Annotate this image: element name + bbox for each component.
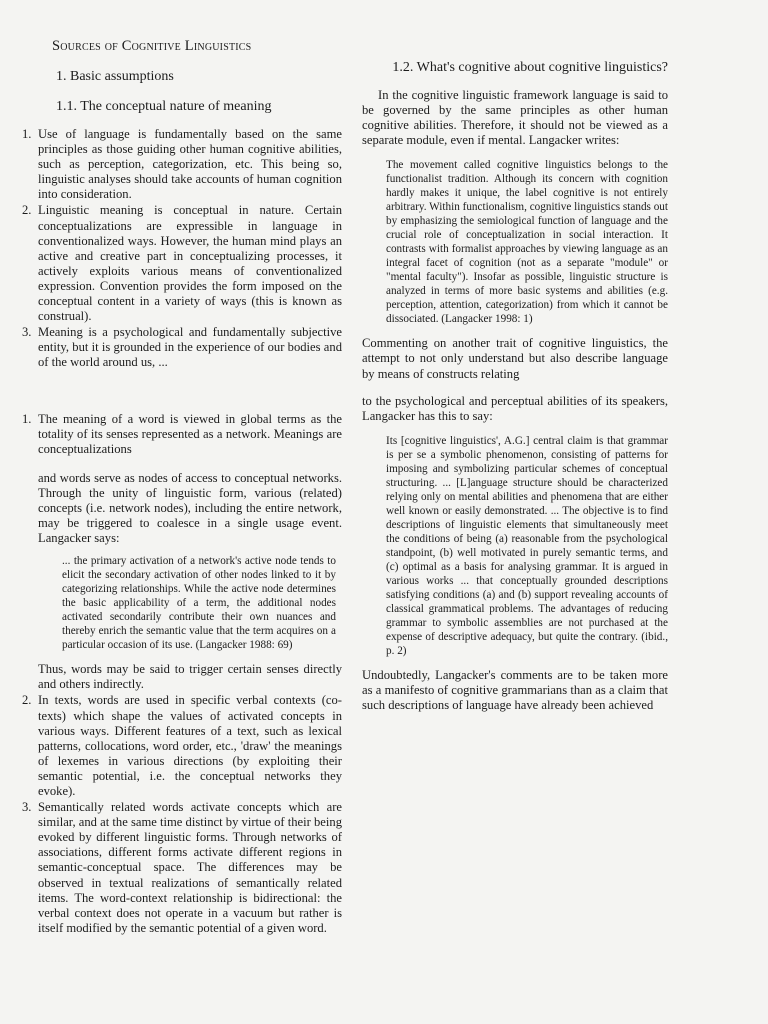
list-number: 2. (22, 203, 32, 218)
paragraph: Commenting on another trait of cognitive linguistics, the attempt to not only understand but also describe language by means of constructs relating (362, 336, 668, 381)
list-text: Linguistic meaning is conceptual in nature. Certain conceptualizations are expressible in language in conventionalized ways. However, the human mind plays an active and creative part in conceptualizing processes, it actively exploits various means of conventionalized expression. Convention provides the form imposed on the conceptual content in a variety of ways (this is known as construal). (38, 203, 342, 324)
paragraph: In the cognitive linguistic framework language is said to be governed by the same principles as other human cognitive abilities. Therefore, it should not be viewed as a separate module, even if mental. Langacker writes: (362, 88, 668, 148)
block-quote: The movement called cognitive linguistics belongs to the functionalist tradition. Although its concern with cognition hardly makes it unique, the label cognitive is not entirely arbitrary. Within functionalism, cognitive linguistics stands out by emphasizing the semiological function of language and the crucial role of conceptualization in social interaction. It contrasts with formalist approaches by viewing language as an integral facet of cognition (not as a separate "module" or "mental faculty"). Insofar as possible, linguistic structure is analyzed in terms of more basic systems and abilities (e.g. perception, attention, categorization) from which it cannot be dissociated. (Langacker 1998: 1) (386, 159, 668, 326)
list-number: 2. (22, 693, 32, 708)
list-text: Meaning is a psychological and fundamentally subjective entity, but it is grounded in the experience of our bodies and of the world around us, ... (38, 325, 342, 370)
heading-basic-assumptions: 1. Basic assumptions (56, 69, 174, 84)
list-text: Semantically related words activate concepts which are similar, and at the same time distinct by virtue of their being evoked by different linguistic forms. Through networks of associations, different forms activate different regions in semantic-conceptual space. The differences may be observed in textual realizations of semantically related items. The word-context relationship is bidirectional: the verbal context does not operate in a vacuum but rather is itself modified by the semantic potential of a given word. (38, 800, 342, 935)
paragraph: to the psychological and perceptual abilities of its speakers, Langacker has this to say: (362, 393, 668, 423)
block-quote: Its [cognitive linguistics', A.G.] central claim is that grammar is per se a symbolic phenomenon, consisting of patterns for imposing and symbolizing particular schemes of conceptual structuring. ... [L]anguage structure should be characterized relying only on mental abilities and phenomena that are either well known or easily demonstrated. ... The objective is to find descriptions of linguistic elements that simultaneously meet the conditions of being (a) reasonable from the psychological standpoint, (b) well motivated in purely semantic terms, and (c) optimal as a basis for analysing grammar. It is argued in various works ... that conceptually grounded descriptions satisfying conditions (a) and (b) support revealing accounts of classical grammatical problems. The advantages of reducing grammar to symbolic assemblies are not purchased at the expense of descriptive adequacy, but quite the contrary. (ibid., p. 2) (386, 434, 668, 657)
paragraph: Undoubtedly, Langacker's comments are to be taken more as a manifesto of cognitive grammarians than as a claim that such descriptions of language have already been achieved (362, 667, 668, 713)
list-number: 1. (22, 411, 32, 426)
running-title: Sources of Cognitive Linguistics (52, 38, 252, 54)
list-number: 3. (22, 800, 32, 815)
word-meaning-list (22, 412, 342, 936)
list-text: In texts, words are used in specific verbal contexts (co-texts) which shape the values of activated concepts in various ways. Different features of a text, such as lexical patterns, collocations, word order, etc., 'draw' the meanings of lexemes in various directions (by exploiting their semantic potential, i.e. the conceptual networks they evoke). (38, 693, 342, 798)
blank-gap (38, 457, 342, 471)
list-item (22, 203, 342, 324)
section-gap (22, 372, 342, 412)
list-item (22, 412, 342, 693)
heading-whats-cognitive: 1.2. What's cognitive about cognitive linguistics? (392, 60, 668, 75)
list-item (22, 800, 342, 936)
block-quote: ... the primary activation of a network's active node tends to elicit the secondary activation of other nodes linked to it by categorizing relationships. While the active node determines the basic applicability of a term, the additional nodes activated secondarily contribute their own nuances and thereby enrich the semantic value that the term acquires on a particular occasion of its use. (Langacker 1988: 69) (62, 555, 336, 652)
list-item (22, 325, 342, 370)
list-text-continued: and words serve as nodes of access to conceptual networks. Through the unity of linguistic form, various (related) concepts (i.e. network nodes), including the entire network, may be triggered to coalesce in a single usage event. Langacker says: (38, 470, 342, 546)
list-number: 1. (22, 127, 32, 141)
assumptions-list (22, 127, 342, 371)
blank-gap (362, 382, 668, 394)
right-column (362, 60, 668, 713)
list-text: Use of language is fundamentally based on the same principles as those guiding other human cognitive abilities, such as perception, categorization, etc. This being so, linguistic analyses should take accounts of human cognition into consideration. (38, 127, 342, 202)
list-text: The meaning of a word is viewed in global terms as the totality of its senses represented as a network. Meanings are conceptualizations (38, 411, 342, 456)
paragraph: Thus, words may be said to trigger certain senses directly and others indirectly. (38, 662, 342, 692)
list-item (22, 127, 342, 202)
list-item (22, 693, 342, 799)
left-column (22, 38, 342, 937)
list-number: 3. (22, 325, 32, 340)
heading-conceptual-nature: 1.1. The conceptual nature of meaning (56, 99, 272, 114)
